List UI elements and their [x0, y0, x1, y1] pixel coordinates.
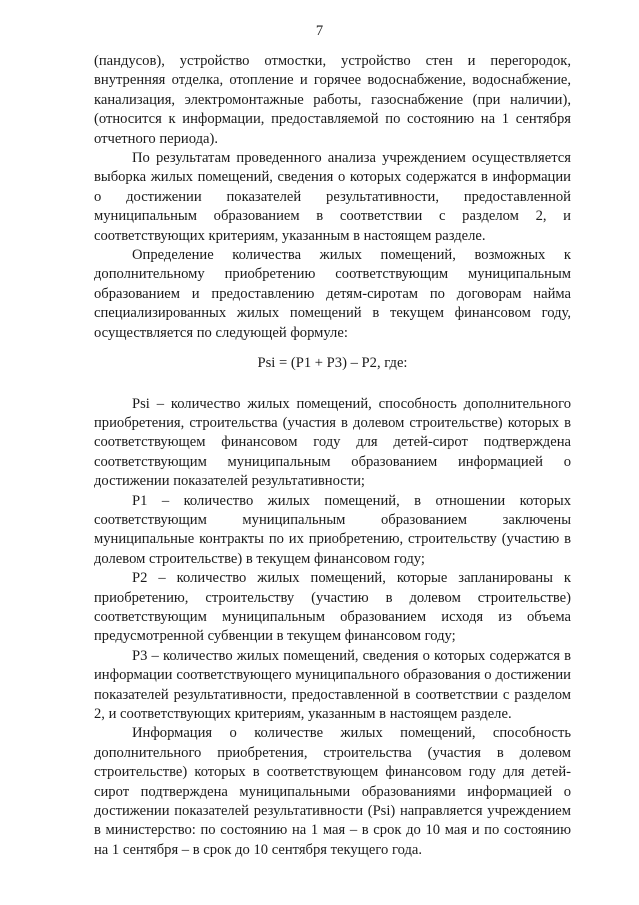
- paragraph-selection-analysis: По результатам проведенного анализа учреждением осуществляется выборка жилых помещений, сведения о которых содержатся в информации о достижении показателей результативности, предоставленной муниципальным образованием в соответствии с разделом 2, и соответствующих критериям, указанным в настоящем разделе.: [94, 150, 571, 244]
- definition-p2: P2 – количество жилых помещений, которые запланированы к приобретению, строительству (участию в долевом строительстве) соответствующим муниципальным образованием исходя из объема предусмотренной субвенции в текущем финансовом году;: [94, 570, 571, 645]
- paragraph-continuation: (пандусов), устройство отмостки, устройство стен и перегородок, внутренняя отделка, отопление и горячее водоснабжение, водоснабжение, канализация, электромонтажные работы, газоснабжение (при наличии), (относится к информации, предоставляемой по состоянию на 1 сентября отчетного периода).: [94, 53, 571, 147]
- definition-psi: Psi – количество жилых помещений, способность дополнительного приобретения, строительства (участия в долевом строительстве) которых в соответствующем финансовом году для детей-сирот подтверждена соответствующим муниципальным образованием информацией о достижении показателей результативности;: [94, 395, 571, 490]
- definition-p1: P1 – количество жилых помещений, в отношении которых соответствующим муниципальным образованием заключены муниципальные контракты по их приобретению, строительству (участию в долевом строительстве) в текущем финансовом году;: [94, 492, 571, 567]
- formula: Psi = (P1 + P3) – P2, где:: [257, 355, 408, 372]
- document-body: [94, 52, 571, 860]
- paragraph-reporting-deadlines: Информация о количестве жилых помещений, способность дополнительного приобретения, строительства (участия в долевом строительстве) которых в соответствующем финансовом году для детей-сирот подтверждена муниципальными образованиями информацией о достижении показателей результативности (Psi) направляется учреждением в министерство: по состоянию на 1 мая – в срок до 10 мая и по состоянию на 1 сентября – в срок до 10 сентября текущего года.: [94, 725, 571, 858]
- definition-p3: P3 – количество жилых помещений, сведения о которых содержатся в информации соответствующего муниципального образования о достижении показателей результативности, предоставленной в соответствии с разделом 2, и соответствующих критериям, указанным в настоящем разделе.: [94, 647, 571, 722]
- page-number: 7: [315, 23, 324, 39]
- paragraph-formula-intro: Определение количества жилых помещений, возможных к дополнительному приобретению соответствующим муниципальным образованием и предоставлению детям-сиротам по договорам найма специализированных жилых помещений в текущем финансовом году, осуществляется по следующей формуле:: [94, 247, 571, 341]
